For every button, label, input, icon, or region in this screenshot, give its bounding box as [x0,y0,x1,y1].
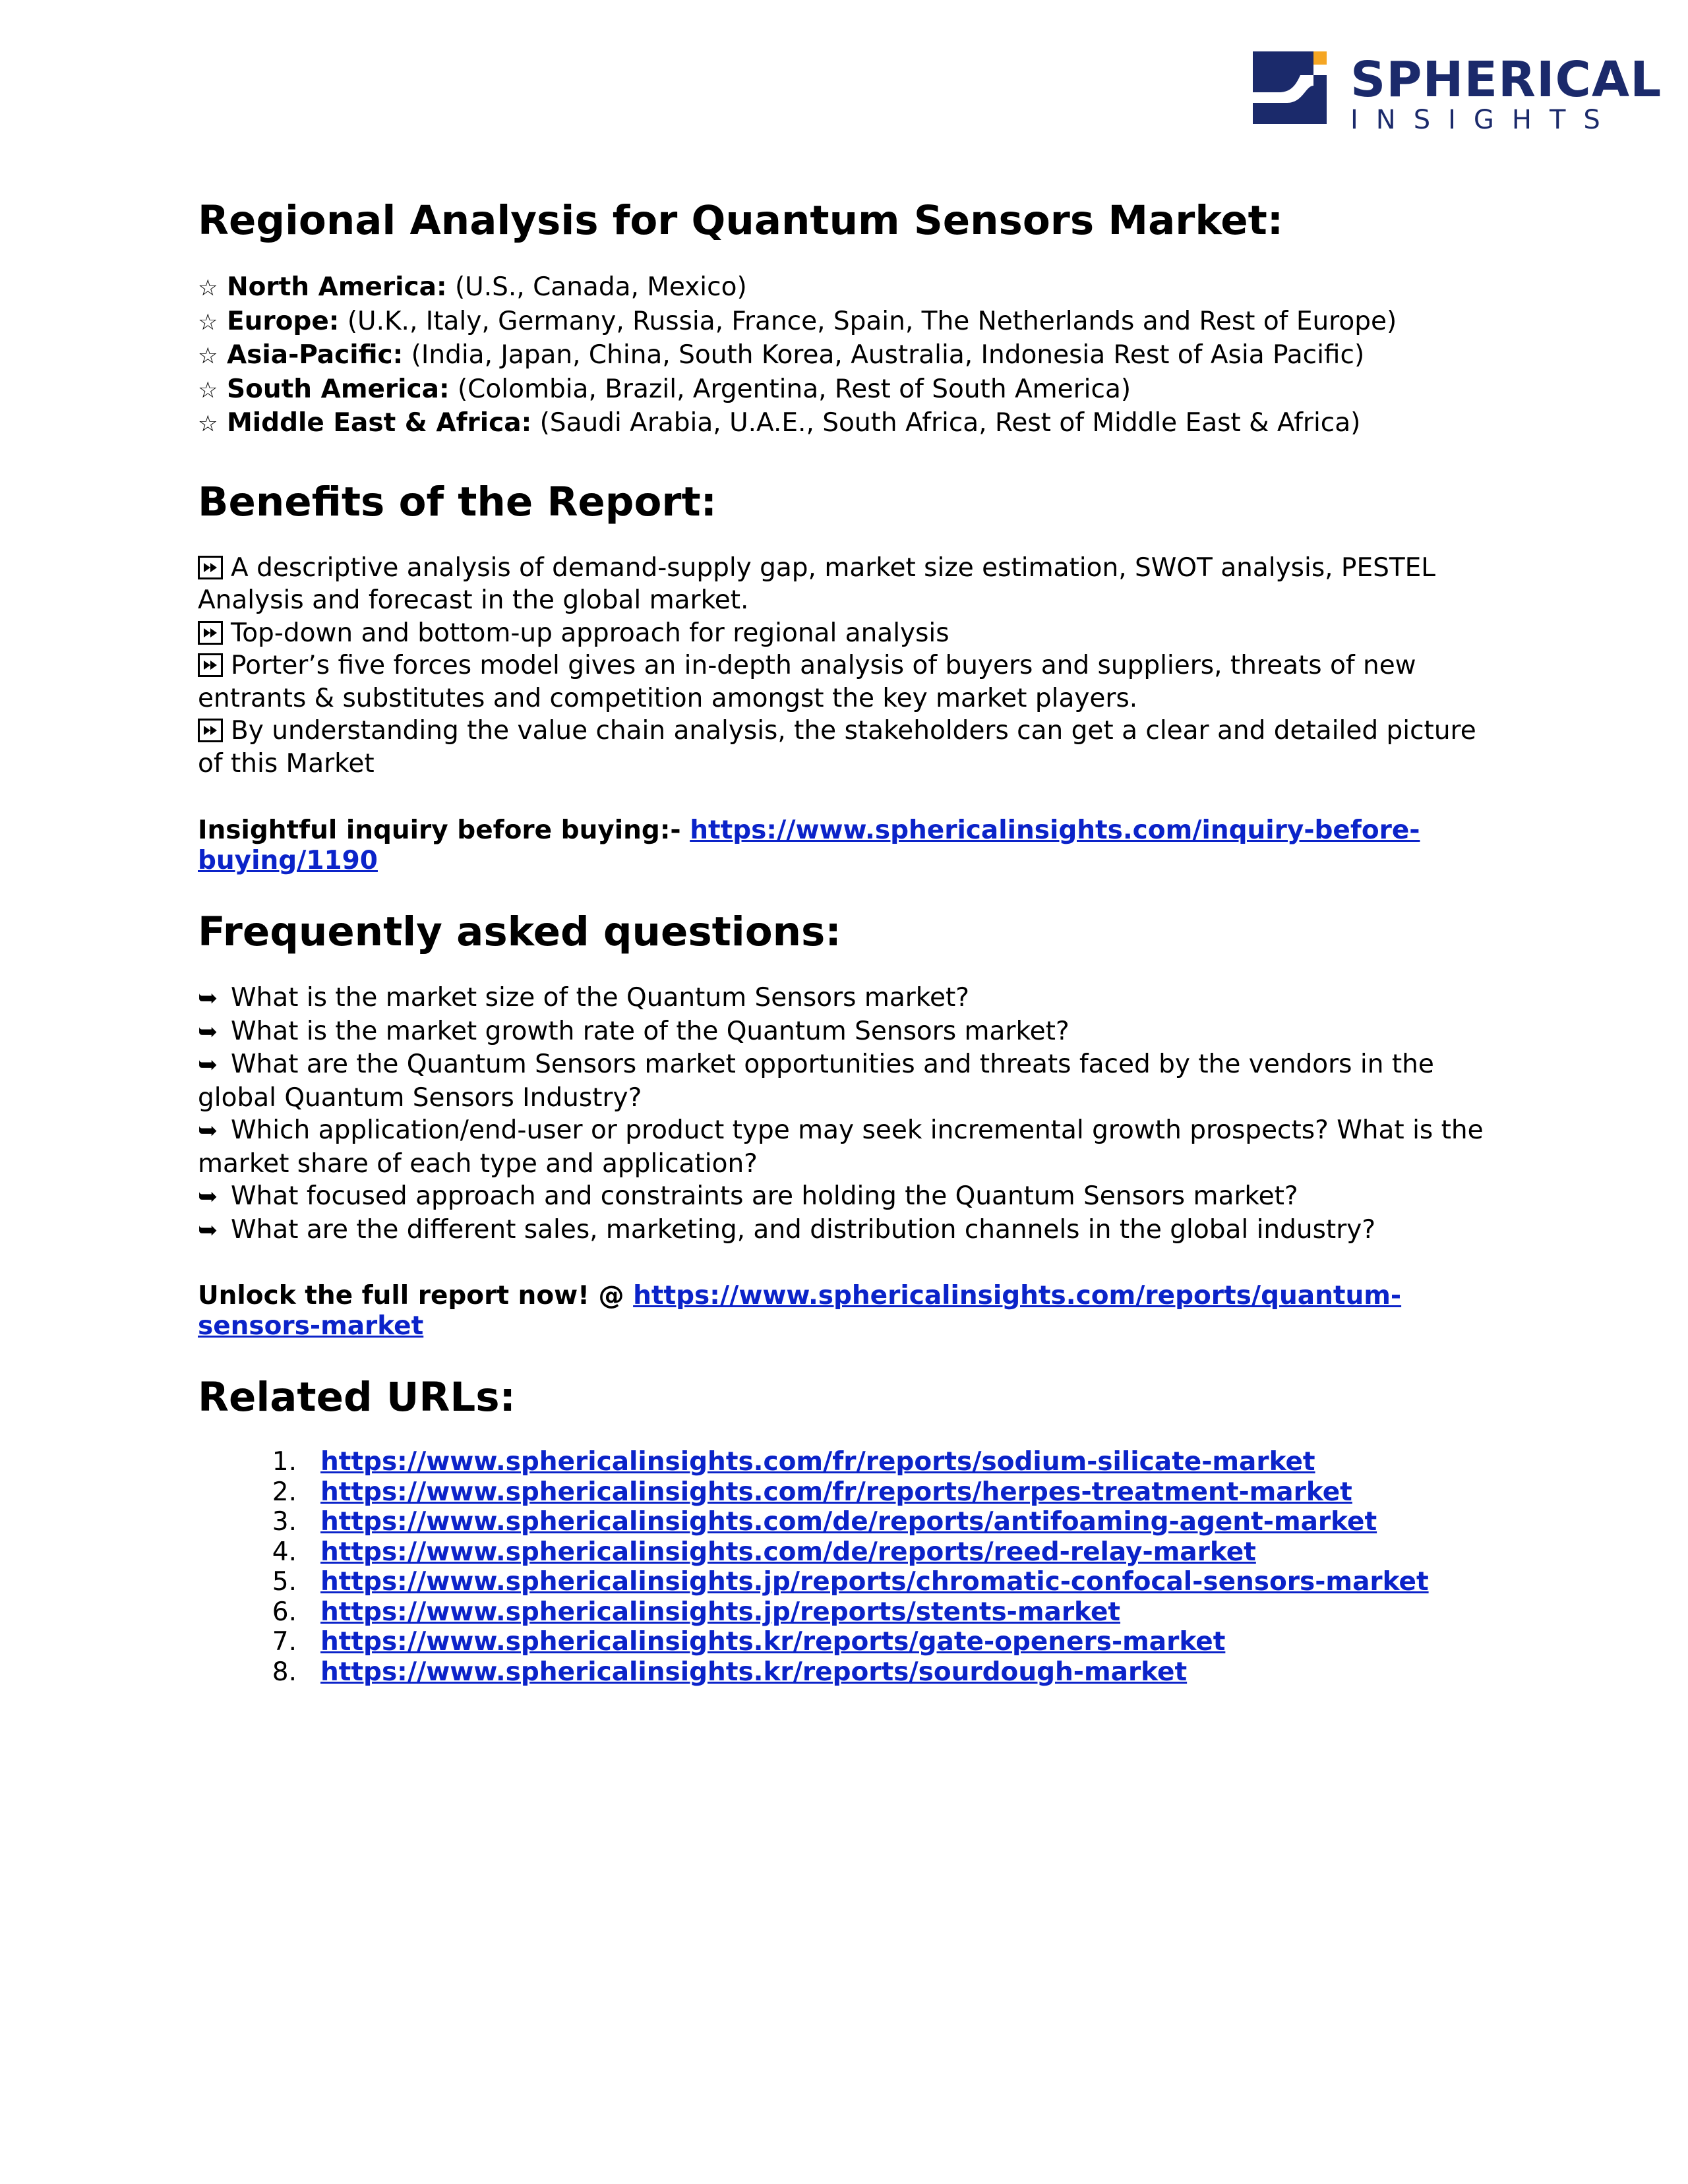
list-item: ➥ Which application/end-user or product type may seek incremental growth prospects? What is the market share of each type and application? [198,1115,1484,1179]
list-item: ☆ North America: (U.S., Canada, Mexico) [198,271,1503,305]
arrow-right-icon: ➥ [198,1018,218,1046]
spherical-insights-logo [1253,50,1662,135]
related-heading: Related URLs: [198,1374,516,1421]
list-item: ☆ Middle East & Africa: (Saudi Arabia, U.A.E., South Africa, Rest of Middle East & Africa) [198,407,1503,441]
fast-forward-icon [198,719,223,742]
related-link[interactable]: https://www.sphericalinsights.com/fr/reports/sodium-silicate-market [320,1447,1315,1477]
unlock-link[interactable]: https://www.sphericalinsights.com/reports/quantum-sensors-market [198,1281,1402,1341]
logo-name-line1: SPHERICAL [1350,51,1662,108]
related-link[interactable]: https://www.sphericalinsights.com/fr/reports/herpes-treatment-market [320,1477,1352,1507]
list-item: 7. https://www.sphericalinsights.kr/reports/gate-openers-market [272,1627,1226,1657]
inquiry-line [198,815,1503,876]
star-icon: ☆ [198,309,218,336]
arrow-right-icon: ➥ [198,985,218,1012]
list-item: ➥ What are the different sales, marketing, and distribution channels in the global industry? [198,1214,1503,1247]
benefits-list [198,552,1503,781]
list-item: ➥ What focused approach and constraints are holding the Quantum Sensors market? [198,1180,1503,1214]
inquiry-link[interactable]: https://www.sphericalinsights.com/inquiry-before-buying/1190 [198,815,1420,875]
list-item: 1. https://www.sphericalinsights.com/fr/reports/sodium-silicate-market [272,1447,1315,1477]
list-item: ➥ What are the Quantum Sensors market opportunities and threats faced by the vendors in the global Quantum Sensors Industry? [198,1049,1434,1113]
star-icon: ☆ [198,343,218,369]
regional-list [198,271,1503,441]
list-item: 3. https://www.sphericalinsights.com/de/reports/antifoaming-agent-market [272,1507,1377,1537]
faq-list [198,982,1503,1247]
list-item: ➥ What is the market growth rate of the Quantum Sensors market? [198,1015,1503,1049]
list-item: A descriptive analysis of demand-supply gap, market size estimation, SWOT analysis, PESTEL Analysis and forecast in the global market. [198,552,1436,615]
list-item: By understanding the value chain analysis, the stakeholders can get a clear and detailed picture of this Market [198,716,1476,779]
arrow-right-icon: ➥ [198,1051,218,1078]
fast-forward-icon [198,653,223,677]
list-item: 2. https://www.sphericalinsights.com/fr/reports/herpes-treatment-market [272,1477,1352,1507]
star-icon: ☆ [198,376,218,403]
arrow-right-icon: ➥ [198,1117,218,1144]
list-item: ☆ Asia-Pacific: (India, Japan, China, South Korea, Australia, Indonesia Rest of Asia Pacific) [198,339,1503,373]
unlock-line [198,1281,1503,1342]
fast-forward-icon [198,556,223,579]
related-urls-list [198,1447,1503,1687]
inquiry-label: Insightful inquiry before buying:- [198,815,681,845]
list-item: 8. https://www.sphericalinsights.kr/reports/sourdough-market [272,1657,1188,1687]
logo-mark-icon [1253,51,1327,125]
star-icon: ☆ [198,275,218,301]
list-item: ➥ What is the market size of the Quantum Sensors market? [198,982,1503,1015]
faq-heading: Frequently asked questions: [198,908,841,955]
fast-forward-icon [198,621,223,645]
list-item: Top-down and bottom-up approach for regional analysis [198,617,1503,650]
list-item: ☆ Europe: (U.K., Italy, Germany, Russia, France, Spain, The Netherlands and Rest of Europe) [198,305,1503,339]
document-body [198,191,1503,1687]
star-icon: ☆ [198,411,218,437]
logo-name-line2: INSIGHTS [1350,105,1618,135]
list-item: Porter’s five forces model gives an in-depth analysis of buyers and suppliers, threats of new entrants & substitutes and competition amongst the key market players. [198,651,1416,713]
related-link[interactable]: https://www.sphericalinsights.jp/reports/chromatic-confocal-sensors-market [320,1567,1429,1597]
list-item: 4. https://www.sphericalinsights.com/de/reports/reed-relay-market [272,1537,1256,1567]
related-link[interactable]: https://www.sphericalinsights.com/de/reports/antifoaming-agent-market [320,1507,1377,1537]
related-link[interactable]: https://www.sphericalinsights.jp/reports/stents-market [320,1597,1121,1627]
list-item: 6. https://www.sphericalinsights.jp/reports/stents-market [272,1597,1121,1627]
arrow-right-icon: ➥ [198,1183,218,1210]
arrow-right-icon: ➥ [198,1216,218,1244]
list-item: 5. https://www.sphericalinsights.jp/reports/chromatic-confocal-sensors-market [272,1567,1429,1597]
related-link[interactable]: https://www.sphericalinsights.kr/reports/gate-openers-market [320,1627,1226,1657]
benefits-heading: Benefits of the Report: [198,478,717,525]
unlock-label: Unlock the full report now! @ [198,1281,624,1311]
regional-heading: Regional Analysis for Quantum Sensors Market: [198,197,1284,244]
list-item: ☆ South America: (Colombia, Brazil, Argentina, Rest of South America) [198,373,1503,407]
related-link[interactable]: https://www.sphericalinsights.com/de/reports/reed-relay-market [320,1537,1256,1567]
related-link[interactable]: https://www.sphericalinsights.kr/reports/sourdough-market [320,1657,1188,1687]
